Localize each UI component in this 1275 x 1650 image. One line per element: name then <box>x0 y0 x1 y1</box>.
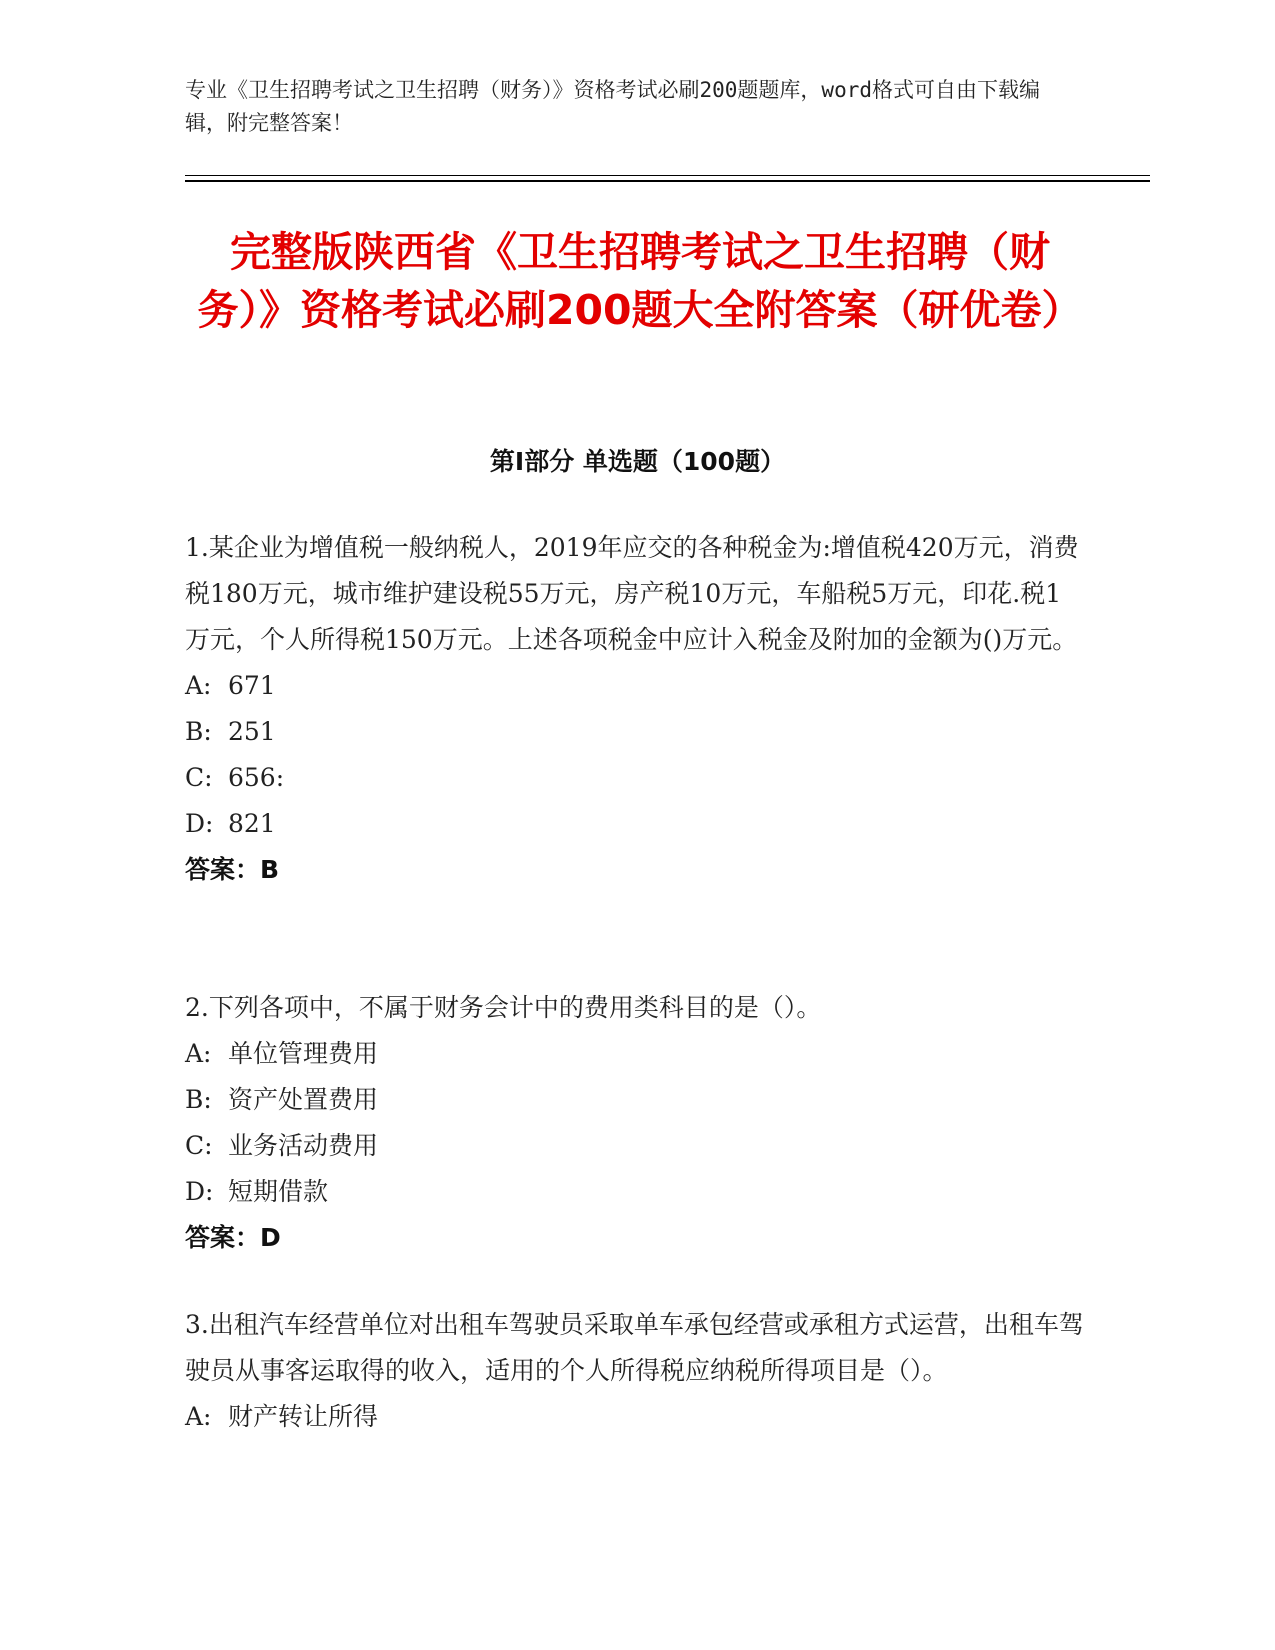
header-note: 专业《卫生招聘考试之卫生招聘（财务）》资格考试必刷200题题库，word格式可自由下载编辑，附完整答案！ <box>185 78 1040 135</box>
option-a <box>185 663 1085 709</box>
question-2 <box>185 985 1085 1261</box>
question-text: 1.某企业为增值税一般纳税人，2019年应交的各种税金为:增值税420万元，消费税180万元，城市维护建设税55万元，房产税10万元，车船税5万元，印花.税1万元，个人所得税150万元。上述各项税金中应计入税金及附加的金额为()万元。 <box>185 533 1079 654</box>
option-letter: D: <box>185 1177 214 1206</box>
option-letter: C: <box>185 763 213 792</box>
header-rule-thin <box>185 175 1150 176</box>
section-heading: 第Ⅰ部分 单选题（100题） <box>489 447 786 476</box>
header-rule-thick <box>185 180 1150 182</box>
option-d <box>185 1169 1085 1215</box>
option-letter: C: <box>185 1131 213 1160</box>
option-text: 821 <box>228 809 276 838</box>
option-text: 656: <box>228 763 285 792</box>
option-d <box>185 801 1085 847</box>
option-letter: B: <box>185 717 212 746</box>
option-list <box>185 1031 1085 1215</box>
option-letter: A: <box>185 1402 212 1431</box>
option-b <box>185 1077 1085 1123</box>
option-text: 251 <box>228 717 276 746</box>
option-letter: A: <box>185 671 212 700</box>
option-text: 资产处置费用 <box>228 1085 379 1114</box>
question-3 <box>185 1302 1085 1440</box>
question-text: 2.下列各项中，不属于财务会计中的费用类科目的是（）。 <box>185 993 822 1022</box>
option-text: 单位管理费用 <box>228 1039 379 1068</box>
option-text: 业务活动费用 <box>228 1131 379 1160</box>
question-text: 3.出租汽车经营单位对出租车驾驶员采取单车承包经营或承租方式运营，出租车驾驶员从事客运取得的收入，适用的个人所得税应纳税所得项目是（）。 <box>185 1310 1084 1385</box>
option-c <box>185 755 1085 801</box>
option-c <box>185 1123 1085 1169</box>
option-text: 671 <box>228 671 276 700</box>
option-letter: D: <box>185 809 214 838</box>
option-list <box>185 663 1085 847</box>
option-text: 财产转让所得 <box>228 1402 379 1431</box>
question-1 <box>185 525 1085 893</box>
option-b <box>185 709 1085 755</box>
option-text: 短期借款 <box>228 1177 329 1206</box>
option-letter: B: <box>185 1085 212 1114</box>
option-a <box>185 1394 1085 1440</box>
document-title: 完整版陕西省《卫生招聘考试之卫生招聘（财务）》资格考试必刷200题大全附答案（研优卷） <box>197 228 1083 334</box>
answer: 答案：B <box>185 855 280 884</box>
option-letter: A: <box>185 1039 212 1068</box>
option-a <box>185 1031 1085 1077</box>
option-list <box>185 1394 1085 1440</box>
answer: 答案：D <box>185 1223 281 1252</box>
